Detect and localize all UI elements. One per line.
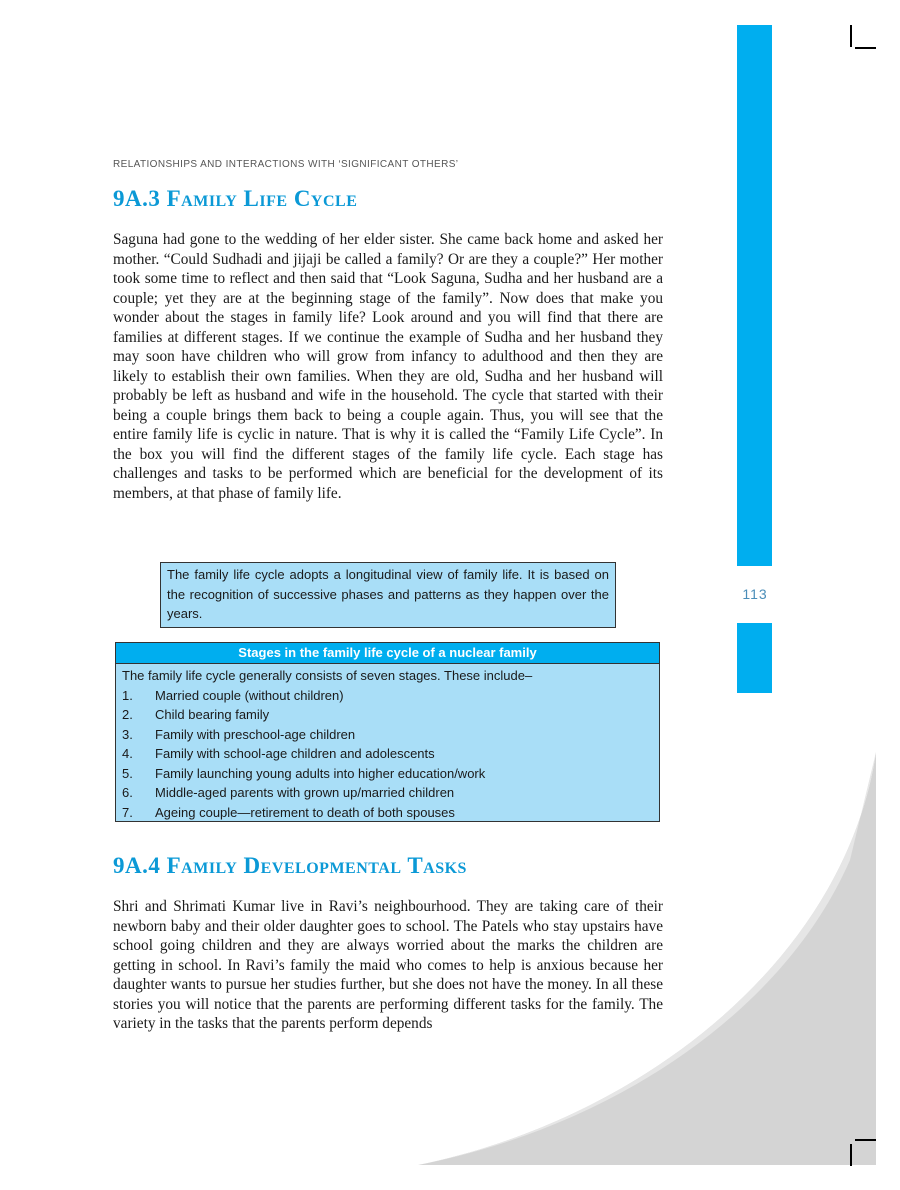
list-item [122,783,653,803]
running-head: RELATIONSHIPS AND INTERACTIONS WITH ‘SIGNIFICANT OTHERS’ [113,159,459,170]
list-item [122,725,653,745]
list-item-text: Middle-aged parents with grown up/married children [155,785,455,800]
margin-color-bar-bottom [737,623,772,693]
stages-list [116,686,659,823]
section-body-family-developmental-tasks: Shri and Shrimati Kumar live in Ravi’s neighbourhood. They are taking care of their newborn baby and their older daughter goes to school. The Patels who stay upstairs have school going children and they are always worried about the marks the children are getting in school. In Ravi’s family the maid who comes to help is anxious because her daughter wants to pursue her studies further, but she does not have the money. In all these stories you will notice that the parents are performing different tasks for the family. The variety in the tasks that the parents perform depends [113,898,663,1032]
list-item-number: 2. [122,707,133,722]
list-item-number: 6. [122,785,133,800]
crop-mark-bottom-vertical [850,1144,852,1166]
list-item-number: 5. [122,765,133,781]
list-item [122,686,653,706]
list-item-number: 4. [122,746,133,761]
section-body-family-life-cycle: Saguna had gone to the wedding of her elder sister. She came back home and asked her mother. “Could Sudhadi and jijaji be called a family? Or are they a couple?” Her mother took some time to reflect and then said that “Look Saguna, Sudha and her husband are a couple; yet they are at the beginning stage of the family”. Now does that make you wonder about the stages in family life? Look around and you will find that there are families at different stages. If we continue the example of Sudha and her husband they may soon have children who will grow from infancy to adulthood and then they are likely to establish their own families. When they are old, Sudha and her husband will probably be left as husband and wife in the household. The cycle that started with their being a couple brings them back to being a couple again. Thus, you will see that the entire family life is cyclic in nature. That is why it is called the “Family Life Cycle”. In the box you will find the different stages of the family life cycle. Each stage has challenges and tasks to be performed which are beneficial for the development of its members, at that phase of family life. [113,231,663,502]
list-item-number: 7. [122,804,133,820]
section-heading-family-developmental-tasks: 9A.4 Family Developmental Tasks [113,853,467,878]
section-heading-family-life-cycle: 9A.3 Family Life Cycle [113,186,358,211]
list-item-text: Family launching young adults into higher education/work [155,765,486,781]
list-item-text: Family with school-age children and adolescents [155,746,435,761]
list-item [122,764,653,784]
crop-mark-top-horizontal [855,47,876,49]
list-item [122,744,653,764]
stages-box-title: Stages in the family life cycle of a nuclear family [116,643,659,664]
list-item-number: 3. [122,726,133,742]
list-item-text: Married couple (without children) [155,687,344,703]
crop-mark-top-vertical [850,25,852,47]
stages-box [115,642,660,822]
list-item [122,705,653,725]
crop-mark-bottom-horizontal [855,1139,876,1141]
stages-box-intro: The family life cycle generally consists of seven stages. These include– [122,668,533,683]
page-number: 113 [742,586,768,602]
list-item-text: Ageing couple—retirement to death of both spouses [155,804,455,820]
note-box: The family life cycle adopts a longitudinal view of family life. It is based on the recognition of successive phases and patterns as they happen over the years. [160,562,616,628]
list-item-number: 1. [122,687,133,703]
list-item [122,803,653,823]
list-item-text: Family with preschool-age children [155,726,356,742]
list-item-text: Child bearing family [155,707,270,722]
margin-color-bar-top [737,25,772,566]
